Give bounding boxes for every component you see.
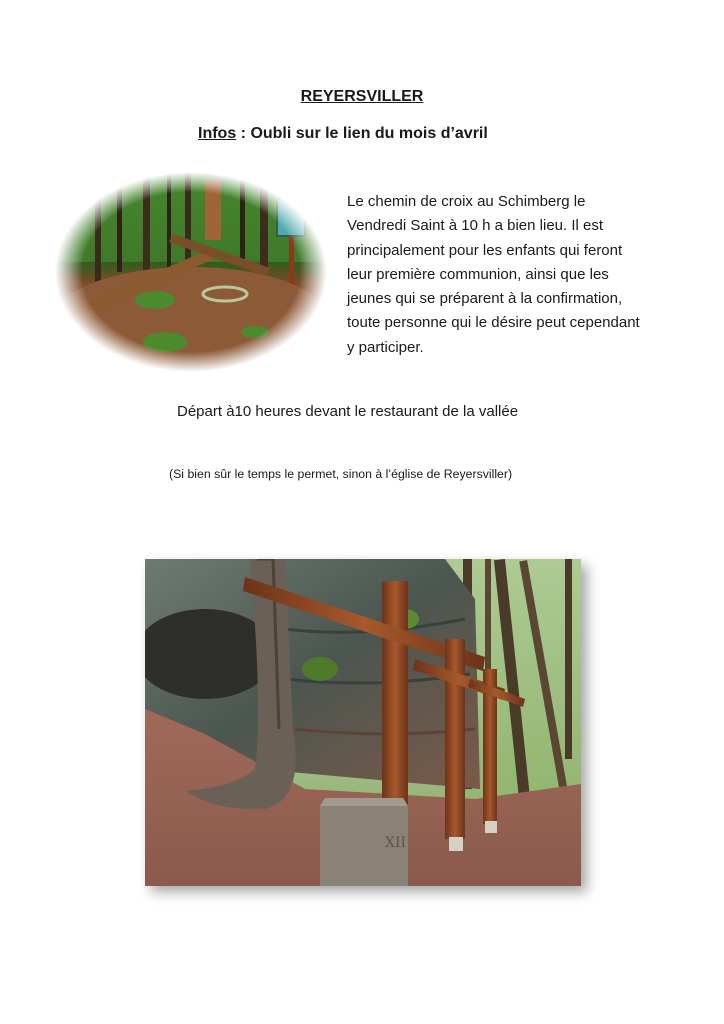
page-subtitle	[198, 125, 488, 143]
forest-cross-photo	[55, 172, 327, 372]
page-title: REYERSVILLER	[300, 88, 424, 105]
stone-marker-label: XII	[385, 835, 407, 851]
crosses-photo	[145, 559, 581, 886]
announcement-paragraph: Le chemin de croix au Schimberg le Vendredi Saint à 10 h a bien lieu. Il est principalement pour les enfants qui feront leur première communion, ainsi que les jeunes qui se préparent à la confirmation, toute personne qui le désire peut cependant y participer.	[347, 193, 640, 356]
weather-note: (Si bien sûr le temps le permet, sinon à l’église de Reyersviller)	[169, 467, 513, 481]
subtitle-text: : Oubli sur le lien du mois d’avril	[236, 125, 488, 142]
departure-info: Départ à10 heures devant le restaurant de la vallée	[177, 403, 519, 420]
subtitle-label: Infos	[198, 125, 237, 142]
